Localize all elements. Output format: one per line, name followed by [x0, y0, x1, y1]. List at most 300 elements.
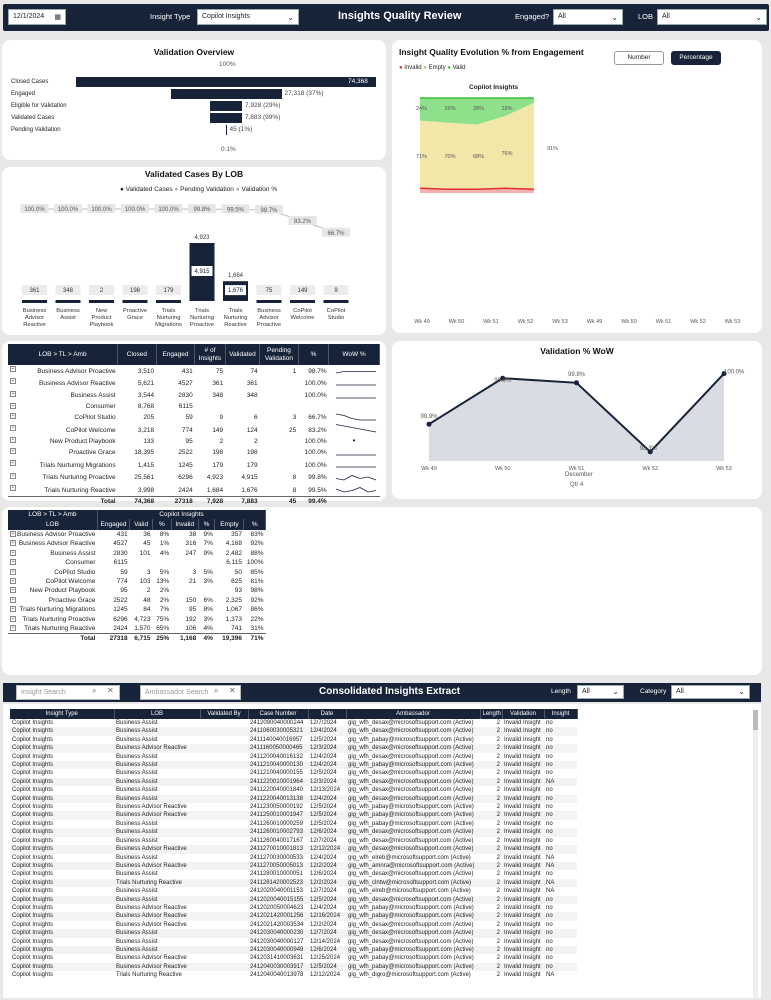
copilot-table-cell: 431 — [116, 531, 128, 538]
extract-cell: 12/16/2024 — [308, 912, 346, 920]
copilot-table-cell: 7% — [159, 606, 170, 614]
expand-icon[interactable]: + — [11, 596, 15, 603]
valid-pct-label: 19% — [501, 106, 513, 112]
extract-cell: 2 — [480, 778, 502, 786]
extract-cell: 2411220040001840 — [250, 787, 303, 794]
lob-table-header[interactable]: Validated — [225, 344, 260, 365]
copilot-table-cell: 85% — [250, 568, 264, 576]
wow-sparkline — [329, 365, 380, 377]
lob-table-row[interactable] — [8, 377, 380, 389]
extract-row[interactable] — [10, 929, 577, 937]
copilot-table-header[interactable]: % — [198, 519, 215, 530]
copilot-table-cell: 75% — [156, 615, 170, 623]
copilot-table-cell: 774 — [116, 578, 128, 586]
extract-cell: Business Assist — [116, 871, 158, 878]
lob-category-label: New Product Playbook — [89, 308, 114, 328]
extract-cell: 12/4/2024 — [308, 727, 346, 735]
copilot-table-row[interactable] — [8, 586, 266, 595]
extract-cell: no — [544, 896, 577, 904]
wow-point[interactable] — [427, 422, 432, 427]
extract-cell: Invalid Insight — [504, 938, 541, 945]
copilot-table-cell: 2% — [159, 596, 170, 604]
lob-name: CoPilot Welcome — [45, 578, 96, 586]
lob-table-cell: 431 — [181, 367, 193, 375]
extract-row[interactable] — [10, 753, 577, 761]
extract-cell: Business Advisor Reactive — [114, 744, 200, 752]
chevron-down-icon: ⌄ — [755, 13, 762, 22]
lob-column-validated[interactable] — [56, 300, 81, 303]
lob-value: All — [662, 13, 670, 20]
expand-icon[interactable]: + — [11, 460, 15, 467]
extract-cell: 2411270030000533 — [250, 854, 303, 861]
pct-label: 83.2% — [293, 219, 312, 225]
copilot-table-cell: 2424 — [113, 625, 128, 633]
lob-table-cell: 3,218 — [137, 426, 155, 434]
copilot-table-total-cell: 6,715 — [130, 634, 153, 644]
copilot-table-row[interactable] — [8, 539, 266, 548]
extract-cell: 2 — [496, 837, 500, 844]
extract-cell — [200, 946, 248, 954]
page-title: Insights Quality Review — [338, 10, 462, 22]
lob-table-header[interactable]: # of Insights — [195, 344, 225, 365]
extract-cell: Business Assist — [116, 787, 158, 794]
extract-cell: Trials Nurturing Reactive — [116, 972, 182, 979]
sparkline — [334, 412, 378, 421]
expand-icon[interactable]: + — [11, 378, 15, 385]
expand-icon[interactable]: + — [11, 412, 15, 419]
wow-sparkline — [329, 472, 380, 484]
extract-row[interactable] — [10, 795, 577, 803]
copilot-table-cell: 2830 — [113, 549, 128, 557]
extract-row[interactable] — [10, 938, 577, 946]
extract-cell: Invalid Insight — [502, 862, 544, 870]
extract-cell: gig_wfh_pabay@microsoftsupport.com (Active) — [348, 904, 474, 911]
lob-table-total-cell: 7,883 — [225, 497, 260, 507]
extract-header[interactable]: Insight — [544, 709, 577, 719]
extract-cell: Invalid Insight — [502, 912, 544, 920]
lob-name: Business Advisor Proactive — [17, 531, 96, 538]
copilot-table-header[interactable]: Empty — [215, 519, 244, 530]
expand-icon[interactable]: + — [11, 540, 15, 547]
lob-table-cell — [298, 402, 328, 411]
lob-dropdown[interactable] — [657, 9, 767, 25]
extract-cell: gig_wfh_desax@microsoftsupport.com (Active) — [348, 770, 474, 777]
lob-table-row[interactable] — [8, 484, 380, 497]
expand-icon[interactable]: + — [11, 615, 15, 622]
copilot-table-header[interactable]: LOB — [8, 519, 97, 530]
clear-icon[interactable]: ✕ — [107, 686, 114, 695]
lob-table-cell: 3 — [292, 414, 297, 422]
percentage-toggle-button[interactable]: Percentage — [671, 51, 721, 65]
extract-cell — [200, 971, 248, 979]
category-dropdown[interactable] — [671, 685, 750, 699]
extract-cell: 2 — [496, 854, 500, 861]
lob-column-validated[interactable] — [290, 300, 315, 303]
extract-row[interactable] — [10, 879, 577, 887]
funnel-bar — [171, 89, 282, 99]
expand-icon[interactable]: + — [11, 568, 15, 575]
insight-search-input[interactable]: Insight Search — [16, 685, 120, 700]
wow-point-label: 98.3% — [639, 445, 657, 452]
expand-icon[interactable]: + — [11, 625, 15, 632]
copilot-table-row[interactable] — [8, 558, 266, 567]
copilot-table-cell: 45 — [143, 540, 151, 548]
copilot-table-cell: 65% — [156, 625, 170, 633]
copilot-table-header[interactable]: Valid — [130, 519, 153, 530]
copilot-table-cell: 2,482 — [225, 549, 242, 557]
expand-icon[interactable]: + — [11, 447, 15, 454]
copilot-table-row[interactable] — [8, 624, 266, 634]
number-toggle-button[interactable]: Number — [614, 51, 664, 65]
lob-table-cell: 198 — [246, 449, 258, 457]
extract-cell: Copilot Insights — [10, 963, 114, 971]
extract-header[interactable]: Validated By — [200, 709, 248, 719]
lob-table-row[interactable] — [8, 365, 380, 377]
extract-header[interactable]: Date — [308, 709, 346, 719]
lob-table-header[interactable]: % — [298, 344, 328, 365]
extract-row[interactable] — [10, 845, 577, 853]
copilot-table-cell: 4% — [203, 625, 213, 633]
expand-icon[interactable]: + — [11, 403, 15, 410]
extract-row[interactable] — [10, 727, 577, 735]
lob-table-row[interactable] — [8, 472, 380, 484]
extract-cell — [200, 870, 248, 878]
extract-cell: Business Assist — [114, 761, 200, 769]
extract-header[interactable]: Insight Type — [10, 709, 114, 719]
extract-cell: 2 — [480, 744, 502, 752]
lob-table-cell: 9 — [219, 414, 224, 422]
lob-name: Proactive Grace — [69, 449, 116, 457]
extract-row[interactable] — [10, 786, 577, 794]
funnel-bar — [76, 77, 376, 87]
extract-cell: NA — [544, 778, 577, 786]
lob-column-validated[interactable] — [324, 300, 349, 303]
lob-table-header[interactable]: Pending Validation — [260, 344, 299, 365]
extract-row[interactable] — [10, 921, 577, 929]
lob-table-cell: 6115 — [178, 403, 193, 411]
funnel-row-label: Pending Validation — [11, 127, 61, 133]
extract-row[interactable] — [10, 803, 577, 811]
wow-sparkline — [329, 447, 380, 459]
copilot-table-cell: 741 — [231, 625, 242, 633]
extract-cell: 2 — [496, 720, 500, 726]
extract-cell: 2411220040013138 — [248, 795, 308, 803]
copilot-table-row[interactable] — [8, 568, 266, 577]
extract-cell: Copilot Insights — [12, 938, 54, 945]
pct-label: 100.0% — [57, 207, 79, 213]
lob-column-validated[interactable] — [257, 300, 282, 303]
lob-table-header[interactable]: WoW % — [329, 344, 380, 365]
legend-pending: Pending Validation — [180, 186, 234, 193]
copilot-table-cell: 36 — [143, 531, 151, 538]
copilot-table-cell: 2,325 — [225, 596, 242, 604]
expand-icon[interactable]: + — [11, 587, 15, 594]
extract-cell: Business Advisor Reactive — [116, 804, 187, 811]
pct-label: 99.5% — [226, 207, 245, 214]
extract-row[interactable] — [10, 769, 577, 777]
extract-cell: 2 — [480, 828, 502, 836]
extract-cell: gig_wfh_desax@microsoftsupport.com (Active) — [348, 720, 474, 726]
expand-icon[interactable]: + — [11, 531, 15, 537]
extract-cell — [200, 879, 248, 887]
copilot-table-header[interactable]: Engaged — [97, 519, 129, 530]
extract-cell: no — [544, 828, 577, 836]
extract-row[interactable] — [10, 820, 577, 828]
search-icon: ⌕ — [92, 686, 97, 695]
extract-row[interactable] — [10, 870, 577, 878]
funnel-row-label: Eligible for Validation — [11, 103, 67, 109]
extract-cell: 2411220010001964 — [248, 778, 308, 786]
copilot-table-cell: 13% — [156, 578, 170, 586]
extract-row[interactable] — [10, 904, 577, 912]
extract-row[interactable] — [10, 736, 577, 744]
copilot-table-row[interactable] — [8, 549, 266, 558]
expand-icon[interactable]: + — [11, 425, 15, 432]
extract-row[interactable] — [10, 778, 577, 786]
engaged-dropdown[interactable] — [553, 9, 623, 25]
lob-column-validated[interactable] — [156, 300, 181, 303]
extract-row[interactable] — [10, 887, 577, 895]
copilot-table-cell: 8% — [159, 531, 170, 538]
expand-icon[interactable]: + — [11, 549, 15, 556]
copilot-table-cell: 106 — [185, 625, 197, 633]
extract-cell: Copilot Insights — [12, 837, 54, 844]
extract-scrollbar-thumb[interactable] — [753, 710, 758, 730]
extract-header[interactable]: LOB — [114, 709, 200, 719]
evolution-week-label: Wk 52 — [690, 319, 706, 325]
lob-table-cell — [260, 447, 299, 459]
extract-cell: no — [544, 811, 577, 819]
ambassador-search-input[interactable]: Ambassador Search — [140, 685, 241, 700]
insight-type-dropdown[interactable] — [197, 9, 299, 25]
copilot-table-cell: 7% — [203, 540, 213, 548]
date-picker[interactable] — [8, 9, 66, 25]
lob-column-validated[interactable] — [22, 300, 47, 303]
lob-table-row[interactable] — [8, 412, 380, 424]
extract-header[interactable]: Length — [480, 709, 502, 719]
lob-table-cell: 1 — [292, 367, 297, 375]
lob-name: Trials Nurturing Proactive — [22, 615, 96, 623]
expand-icon[interactable]: + — [11, 485, 15, 492]
lob-column-value: 198 — [129, 288, 141, 294]
expand-icon[interactable]: + — [11, 437, 15, 444]
copilot-table-cell: 81% — [250, 578, 264, 586]
extract-cell: Invalid Insight — [502, 795, 544, 803]
copilot-table-cell: 4% — [159, 549, 170, 557]
lob-table-cell: 25,561 — [134, 474, 155, 482]
extract-cell: Copilot Insights — [10, 744, 114, 752]
extract-cell: Business Advisor Reactive — [114, 845, 200, 853]
extract-cell: 2411260040017167 — [250, 837, 303, 844]
copilot-table-cell: 4,168 — [225, 540, 242, 548]
copilot-table-cell: 95 — [120, 587, 128, 595]
copilot-table-cell: 625 — [231, 578, 242, 586]
extract-cell: Business Advisor Reactive — [116, 921, 187, 928]
extract-cell: no — [544, 845, 577, 853]
extract-cell: NA — [544, 879, 577, 887]
copilot-table-cell: 38 — [189, 531, 197, 538]
extract-row[interactable] — [10, 963, 577, 971]
extract-scrollbar-track[interactable] — [753, 710, 758, 998]
sparkline — [334, 459, 378, 468]
clear-icon[interactable]: ✕ — [229, 686, 236, 695]
extract-row[interactable] — [10, 811, 577, 819]
extract-cell — [200, 904, 248, 912]
extract-cell: gig_wfh_amnra@microsoftsupport.com (Active) — [346, 862, 480, 870]
extract-cell: Business Advisor Reactive — [114, 862, 200, 870]
funnel-row-value: 7,928 (29%) — [245, 102, 281, 109]
lob-table-row[interactable] — [8, 436, 380, 446]
evolution-week-label: Wk 49 — [414, 319, 430, 325]
extract-row[interactable] — [10, 954, 577, 962]
extract-cell: NA — [544, 862, 577, 870]
copilot-table-cell: 21 — [189, 578, 197, 586]
wow-sparkline — [329, 436, 380, 446]
extract-cell: no — [546, 753, 553, 760]
expand-icon[interactable]: + — [11, 559, 15, 566]
lob-table-cell: 4,923 — [206, 474, 224, 482]
extract-header[interactable]: Ambassador — [346, 709, 480, 719]
extract-cell — [200, 769, 248, 777]
extract-cell: 2411260010000259 — [250, 820, 303, 827]
copilot-table-cell: 83% — [250, 531, 264, 538]
extract-cell: gig_wfh_pabay@microsoftsupport.com (Active) — [346, 946, 480, 954]
copilot-table-cell: 8% — [203, 606, 213, 614]
extract-cell: Copilot Insights — [10, 845, 114, 853]
copilot-table-row[interactable] — [8, 530, 266, 539]
extract-row[interactable] — [10, 719, 577, 727]
extract-row[interactable] — [10, 946, 577, 954]
extract-row[interactable] — [10, 837, 577, 845]
extract-cell: 2412030040000949 — [248, 946, 308, 954]
pct-label: 100.0% — [91, 207, 112, 213]
wow-title: Validation % WoW — [540, 346, 614, 356]
valid-pct-label: 28% — [473, 106, 485, 112]
legend-empty: Empty — [428, 65, 446, 71]
lob-category-label: Business Advisor Proactive — [256, 308, 282, 328]
insight-type-label: Insight Type — [150, 12, 191, 21]
lob-column-validated[interactable] — [123, 300, 148, 303]
copilot-table-cell: 192 — [185, 615, 197, 623]
extract-row[interactable] — [10, 828, 577, 836]
copilot-table-cell: 6115 — [113, 559, 128, 567]
lob-table-row[interactable] — [8, 459, 380, 471]
expand-icon[interactable]: + — [11, 366, 15, 372]
extract-row[interactable] — [10, 744, 577, 752]
evolution-week-label: Wk 53 — [724, 319, 741, 325]
extract-cell: Invalid Insight — [504, 837, 541, 844]
extract-cell: gig_wfh_pabay@microsoftsupport.com (Active) — [346, 811, 480, 819]
extract-row[interactable] — [10, 896, 577, 904]
extract-row[interactable] — [10, 761, 577, 769]
expand-icon[interactable]: + — [11, 472, 15, 479]
copilot-table-row[interactable] — [8, 596, 266, 605]
funnel-bar — [210, 113, 242, 123]
copilot-table-row[interactable] — [8, 605, 266, 614]
extract-cell: 12/4/2024 — [308, 795, 346, 803]
extract-cell: Business Advisor Reactive — [114, 912, 200, 920]
extract-cell: 12/12/2024 — [308, 845, 346, 853]
lob-table-cell: 133 — [143, 437, 155, 445]
extract-cell: 2 — [480, 912, 502, 920]
wow-sparkline — [329, 484, 380, 497]
lob-table-row[interactable] — [8, 390, 380, 402]
copilot-table-cell: 2% — [159, 587, 170, 595]
expand-icon[interactable]: + — [11, 390, 15, 397]
expand-icon[interactable]: + — [11, 606, 15, 613]
extract-row[interactable] — [10, 854, 577, 862]
copilot-table-cell: 4,723 — [134, 615, 151, 623]
lob-table-cell: 1245 — [178, 461, 193, 469]
lob-table-cell: 25 — [289, 426, 297, 434]
extract-cell: 2411160050000465 — [248, 744, 308, 752]
extract-cell: 2 — [480, 879, 502, 887]
extract-header[interactable]: Case Number — [248, 709, 308, 719]
lob-table-header[interactable]: LOB > TL > Amb — [8, 344, 118, 365]
extract-row[interactable] — [10, 912, 577, 920]
copilot-table-cell: 3% — [203, 615, 213, 623]
copilot-table-header[interactable]: % — [244, 519, 266, 530]
extract-row[interactable] — [10, 971, 577, 979]
extract-cell: 2 — [480, 795, 502, 803]
lob-table-total-cell: 99.4% — [298, 497, 328, 507]
extract-cell: 2411230050000192 — [250, 804, 303, 811]
lob-table-cell: 8,768 — [137, 403, 155, 411]
copilot-table-row[interactable] — [8, 615, 266, 624]
copilot-table-cell: 95 — [189, 606, 197, 614]
extract-cell — [200, 845, 248, 853]
copilot-table-cell: 4527 — [113, 540, 128, 548]
funnel-bottom-pct: 0.1% — [221, 146, 236, 153]
extract-cell: no — [544, 744, 577, 752]
copilot-table-header[interactable]: Invalid — [171, 519, 198, 530]
extract-cell: Business Advisor Reactive — [114, 811, 200, 819]
copilot-table-row[interactable] — [8, 577, 266, 586]
copilot-table-header[interactable]: % — [153, 519, 172, 530]
expand-icon[interactable]: + — [11, 578, 15, 585]
extract-cell — [200, 753, 248, 761]
extract-cell: gig_wfh_desax@microsoftsupport.com (Active) — [346, 795, 480, 803]
funnel-bar — [210, 101, 242, 111]
lob-table-row[interactable] — [8, 402, 380, 411]
extract-cell: gig_wfh_desax@microsoftsupport.com (Active) — [346, 744, 480, 752]
extract-cell: 2 — [496, 972, 500, 979]
lob-table-total-cell: 27318 — [156, 497, 195, 507]
evolution-card — [392, 40, 762, 333]
lob-column-value: 179 — [163, 288, 174, 294]
extract-header[interactable]: Validation — [502, 709, 544, 719]
lob-table-cell: 149 — [212, 426, 224, 434]
wow-point[interactable] — [574, 380, 579, 385]
copilot-table-total-cell: 27318 — [97, 634, 129, 644]
lob-column-validated[interactable] — [89, 300, 114, 303]
extract-cell: 2 — [496, 753, 500, 760]
extract-row[interactable] — [10, 862, 577, 870]
funnel-bar — [226, 125, 227, 135]
wow-point-label: 98.9% — [420, 414, 438, 421]
sparkline — [334, 377, 378, 386]
lob-table-header[interactable]: Closed — [118, 344, 157, 365]
length-dropdown[interactable] — [577, 685, 624, 699]
lob-table-row[interactable] — [8, 447, 380, 459]
extract-cell: gig_wfh_desax@microsoftsupport.com (Active) — [348, 871, 474, 878]
lob-table-row[interactable] — [8, 424, 380, 436]
lob-table-total-cell: 74,368 — [118, 497, 157, 507]
lob-table-total-row — [8, 497, 380, 507]
lob-table-header[interactable]: Engaged — [156, 344, 195, 365]
copilot-table-total-cell: Total — [8, 634, 97, 644]
extract-cell: 12/7/2024 — [310, 720, 337, 726]
